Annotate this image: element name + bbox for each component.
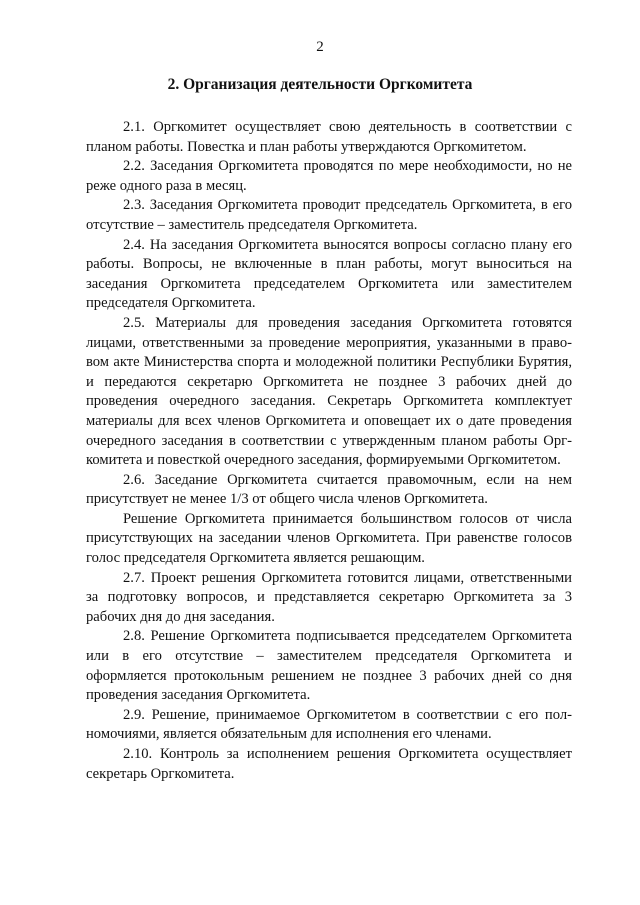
paragraph-2-7: 2.7. Проект решения Оргкомитета готовится лицами, ответственными за подготовку вопросов, и представляется секретарю Оргкомитета за 3 рабочих дня до дня заседания. — [86, 569, 572, 625]
paragraph-2-3: 2.3. Заседания Оргкомитета проводит председатель Оргкомитета, в его отсутствие – заместитель председателя Оргкомитета. — [86, 197, 572, 233]
paragraph-2-9: 2.9. Решение, принимаемое Оргкомитетом в соответствии с его полномочиями, является обязательным для исполнения его членами. — [86, 706, 572, 743]
paragraph-2-10: 2.10. Контроль за исполнением решения Оргкомитета осуществляет секретарь Оргкомитета. — [86, 746, 572, 782]
paragraph-2-6: 2.6. Заседание Оргкомитета считается правомочным, если на нем присутствует не менее 1/3 от общего числа членов Оргкомитета. — [86, 471, 572, 508]
page-number: 2 — [316, 39, 324, 55]
paragraph-2-4: 2.4. На заседания Оргкомитета выносятся вопросы согласно плану его работы. Вопросы, не включенные в план работы, могут выноситься на заседания Оргкомитета председателем Оргкомитета или заместителем председателя Оргкомитета. — [86, 236, 572, 312]
paragraph-2-8: 2.8. Решение Оргкомитета подписывается председателем Оргкомитета или в его отсутствие – заместителем председателя Оргкомитета и оформляется протокольным решением не позднее 3 рабочих дней со дня проведения заседания Оргкомитета. — [86, 628, 572, 704]
document-body — [86, 118, 572, 784]
section-title: 2. Организация деятельности Оргкомитета — [167, 76, 473, 93]
paragraph-2-1: 2.1. Оргкомитет осуществляет свою деятельность в соответствии с планом работы. Повестка и план работы утверждаются Оргкомитетом. — [86, 119, 572, 155]
paragraph-2-6-decision: Решение Оргкомитета принимается большинством голосов от числа присутствующих на заседании членов Оргкомитета. При равенстве голосов голос председателя Оргкомитета является решающим. — [86, 510, 572, 567]
paragraph-2-5: 2.5. Материалы для проведения заседания Оргкомитета готовятся лицами, ответственными за проведение мероприятия, указанными в правовом акте Министерства спорта и молодежной политики Республики Бурятия, и передаются секретарю Оргкомитета не позднее 3 рабочих дней до проведения очередного заседания. Секретарь Оргкомитета комплектует материалы для всех членов Оргкомитета и оповещает их о дате проведения очередного заседания в соответствии с утвержденным планом работы Оргкомитета и повесткой очередного заседания, формируемыми Оргкомитетом. — [86, 314, 572, 469]
paragraph-2-2: 2.2. Заседания Оргкомитета проводятся по мере необходимости, но не реже одного раза в месяц. — [86, 158, 572, 194]
